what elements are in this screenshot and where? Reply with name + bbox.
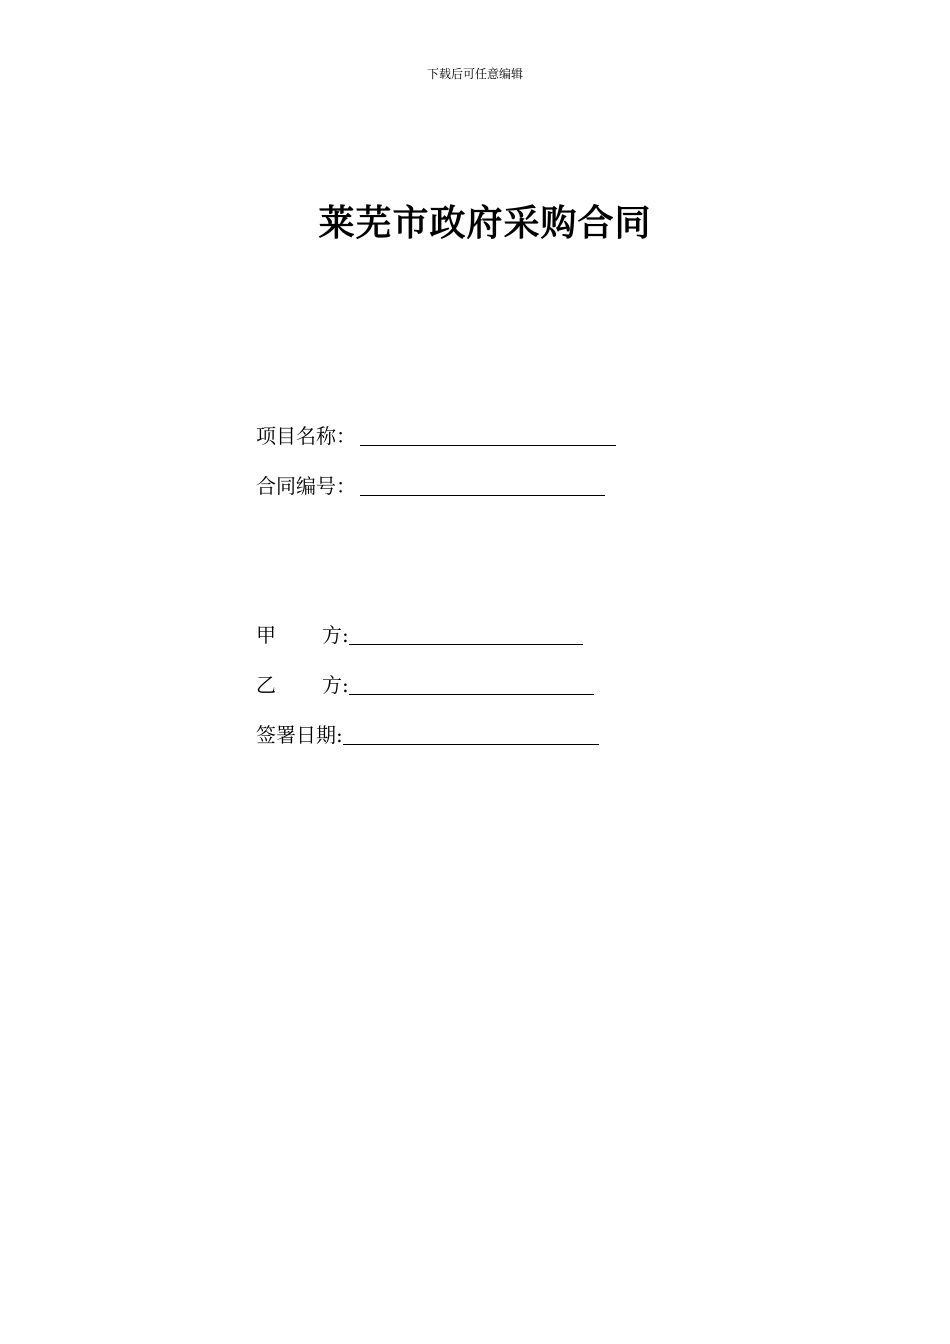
project-name-blank[interactable]	[360, 423, 616, 446]
contract-number-blank[interactable]	[360, 473, 605, 496]
sign-date-field	[256, 719, 599, 747]
party-a-label: 甲方	[256, 623, 342, 647]
contract-number-field	[256, 470, 605, 498]
party-a-colon: :	[342, 623, 349, 647]
document-title: 莱芜市政府采购合同	[318, 202, 652, 244]
party-a-blank[interactable]	[349, 622, 583, 645]
party-a-field	[256, 619, 583, 647]
sign-date-label: 签署日期	[256, 723, 336, 747]
project-name-colon: ：	[336, 424, 356, 448]
party-b-colon: :	[342, 673, 349, 697]
contract-number-label: 合同编号	[256, 474, 336, 498]
contract-number-colon: ：	[336, 474, 356, 498]
project-name-field	[256, 420, 616, 448]
party-b-blank[interactable]	[349, 672, 594, 695]
party-b-field	[256, 669, 594, 697]
sign-date-colon: :	[336, 723, 343, 747]
project-name-label: 项目名称	[256, 424, 336, 448]
party-b-label: 乙方	[256, 673, 342, 697]
sign-date-blank[interactable]	[343, 722, 599, 745]
header-note: 下载后可任意编辑	[426, 67, 523, 81]
